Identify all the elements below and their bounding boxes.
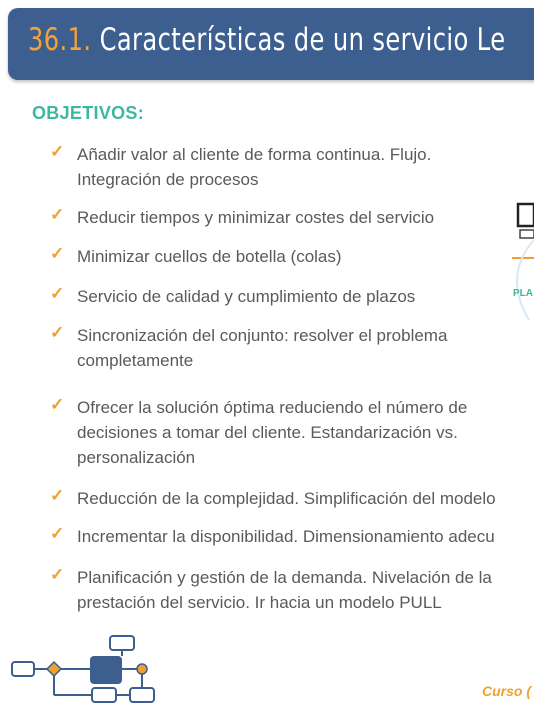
objective-line: Minimizar cuellos de botella (colas) (77, 247, 342, 266)
computer-icon (510, 200, 534, 320)
check-icon: ✓ (50, 395, 65, 414)
footer-course-label: Curso ( (482, 683, 531, 699)
objective-line: Sincronización del conjunto: resolver el problema (77, 326, 448, 345)
title-bar (8, 8, 534, 80)
check-icon: ✓ (50, 565, 65, 584)
objective-line: decisiones a tomar del cliente. Estandarización vs. (77, 423, 458, 442)
process-flow-icon (10, 632, 160, 707)
objective-line: Añadir valor al cliente de forma continua. Flujo. (77, 145, 432, 164)
objective-text (77, 205, 534, 230)
objective-text (77, 524, 534, 549)
check-icon: ✓ (50, 284, 65, 303)
objective-line: Incrementar la disponibilidad. Dimensionamiento adecu (77, 527, 495, 546)
section-number: 36.1. (28, 22, 92, 58)
objective-line: personalización (77, 448, 196, 467)
objectives-heading: OBJETIVOS: (32, 103, 145, 123)
objective-line: Ofrecer la solución óptima reduciendo el número de (77, 398, 468, 417)
objective-text (77, 142, 534, 192)
objective-line: Integración de procesos (77, 170, 259, 189)
title-label: Características de un servicio Le (99, 22, 506, 58)
check-icon: ✓ (50, 323, 65, 342)
side-label: PLA (513, 288, 533, 299)
objective-line: completamente (77, 351, 194, 370)
check-icon: ✓ (50, 142, 65, 161)
page-title (28, 22, 506, 58)
objective-text (77, 244, 534, 269)
objective-text (77, 284, 534, 309)
objective-text (77, 323, 534, 373)
objective-text (77, 395, 534, 470)
objective-line: Reducción de la complejidad. Simplificación del modelo (77, 489, 496, 508)
objective-text (77, 486, 534, 511)
objective-line: Servicio de calidad y cumplimiento de plazos (77, 287, 416, 306)
check-icon: ✓ (50, 205, 65, 224)
objective-line: Planificación y gestión de la demanda. Nivelación de la (77, 568, 492, 587)
check-icon: ✓ (50, 486, 65, 505)
objective-text (77, 565, 534, 615)
objective-line: prestación del servicio. Ir hacia un modelo PULL (77, 593, 442, 612)
objective-line: Reducir tiempos y minimizar costes del servicio (77, 208, 435, 227)
check-icon: ✓ (50, 524, 65, 543)
check-icon: ✓ (50, 244, 65, 263)
